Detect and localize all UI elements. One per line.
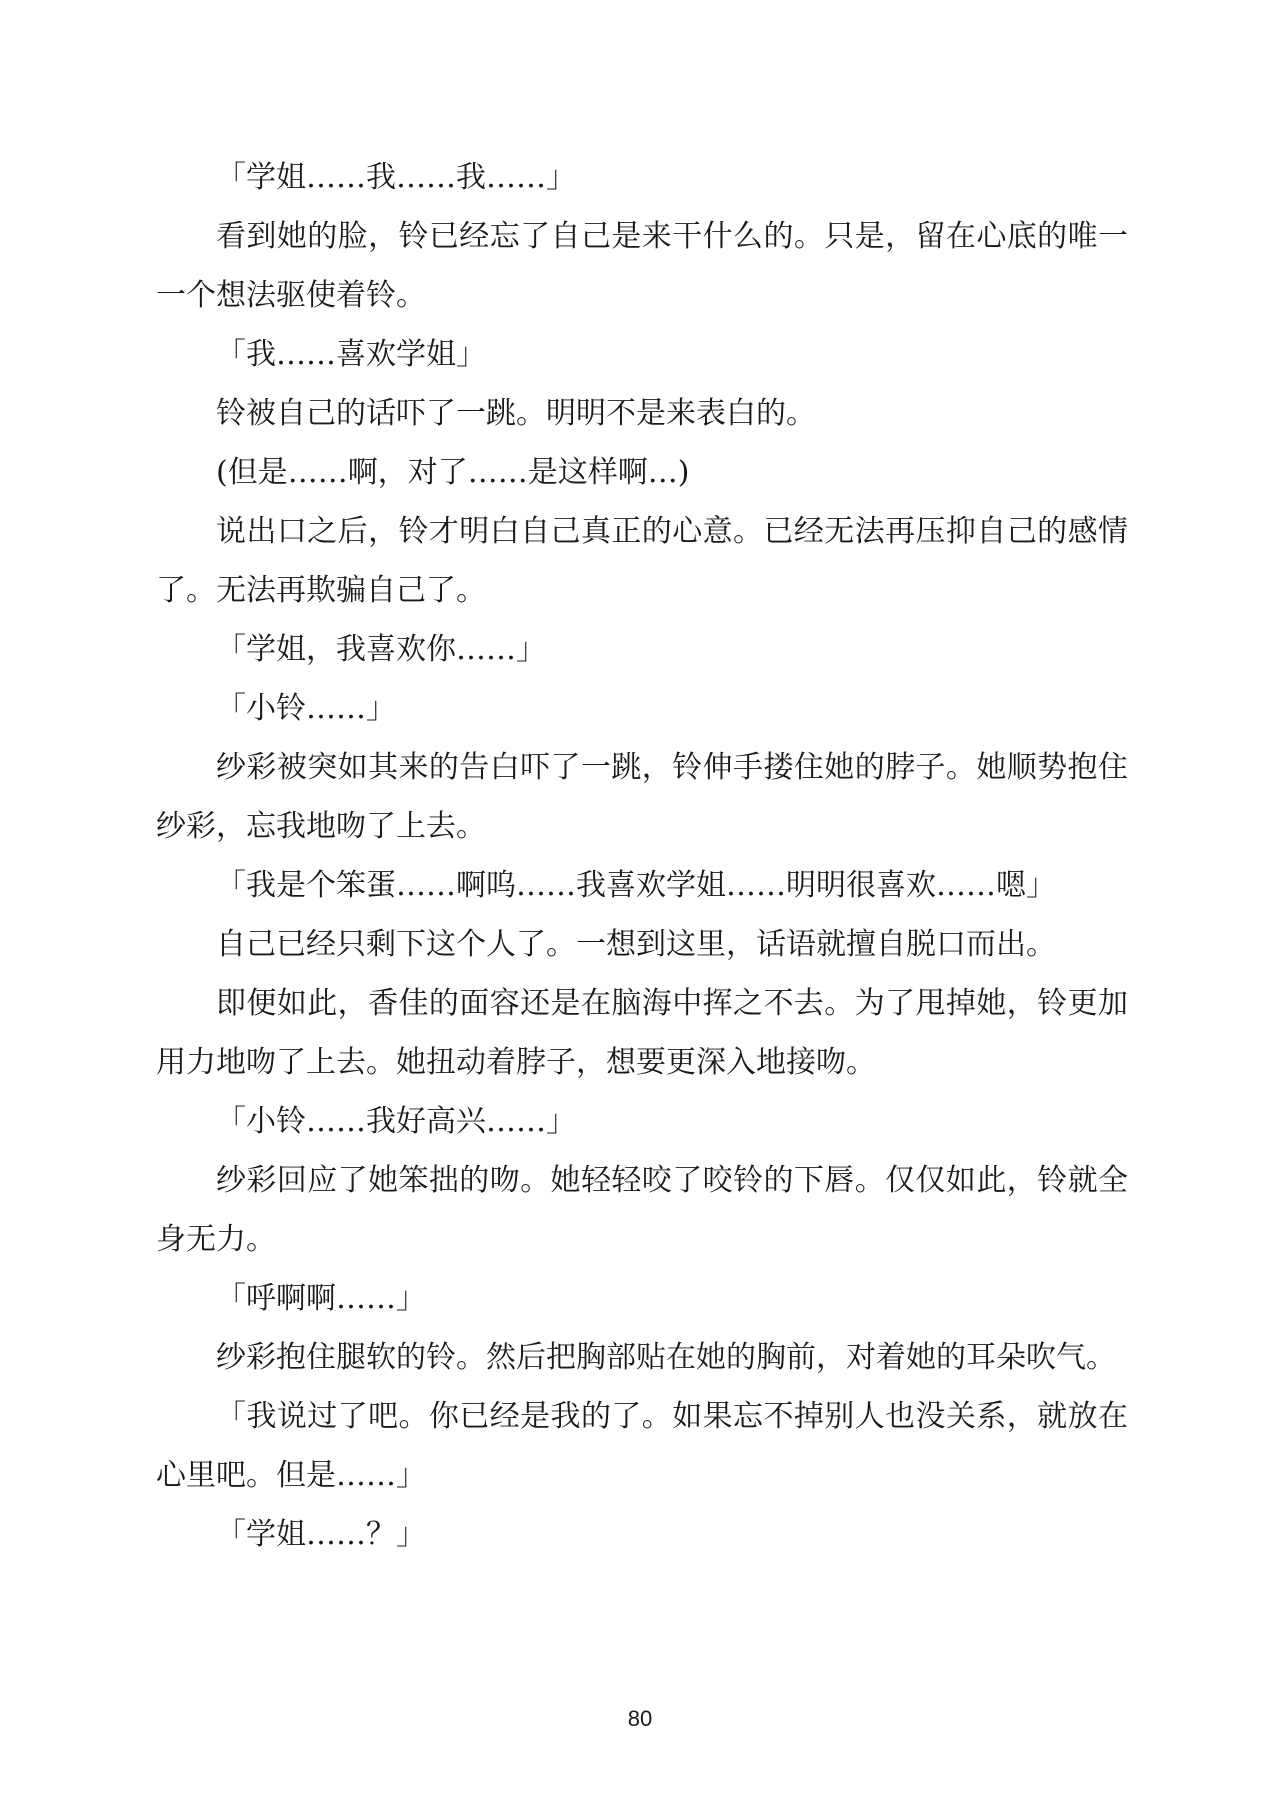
paragraph: 纱彩回应了她笨拙的吻。她轻轻咬了咬铃的下唇。仅仅如此，铃就全身无力。 (156, 1163, 1128, 1257)
paragraph: 即便如此，香佳的面容还是在脑海中挥之不去。为了甩掉她，铃更加用力地吻了上去。她扭动着脖子，想要更深入地接吻。 (156, 986, 1128, 1080)
paragraph: 纱彩被突如其来的告白吓了一跳，铃伸手搂住她的脖子。她顺势抱住纱彩，忘我地吻了上去。 (156, 750, 1128, 844)
paragraph: 「学姐，我喜欢你……」 (216, 632, 546, 667)
body-text (156, 148, 1128, 1564)
paragraph: 「学姐……我……我……」 (216, 160, 576, 195)
paragraph: 「我……喜欢学姐」 (216, 337, 486, 372)
paragraph: 「我说过了吧。你已经是我的了。如果忘不掉别人也没关系，就放在心里吧。但是……」 (156, 1399, 1128, 1493)
page-number: 80 (627, 1706, 653, 1731)
paragraph: 纱彩抱住腿软的铃。然后把胸部贴在她的胸前，对着她的耳朵吹气。 (216, 1340, 1116, 1375)
paragraph: (但是……啊，对了……是这样啊…) (216, 455, 690, 490)
paragraph: 「学姐……？」 (216, 1517, 426, 1552)
paragraph: 「呼啊啊……」 (216, 1281, 426, 1316)
paragraph: 「小铃……」 (216, 691, 396, 726)
paragraph: 「我是个笨蛋……啊呜……我喜欢学姐……明明很喜欢……嗯」 (216, 868, 1056, 903)
paragraph: 说出口之后，铃才明白自己真正的心意。已经无法再压抑自己的感情了。无法再欺骗自己了。 (156, 514, 1128, 608)
paragraph: 铃被自己的话吓了一跳。明明不是来表白的。 (216, 396, 816, 431)
paragraph: 自己已经只剩下这个人了。一想到这里，话语就擅自脱口而出。 (216, 927, 1056, 962)
paragraph: 「小铃……我好高兴……」 (216, 1104, 576, 1139)
paragraph: 看到她的脸，铃已经忘了自己是来干什么的。只是，留在心底的唯一一个想法驱使着铃。 (156, 219, 1128, 313)
